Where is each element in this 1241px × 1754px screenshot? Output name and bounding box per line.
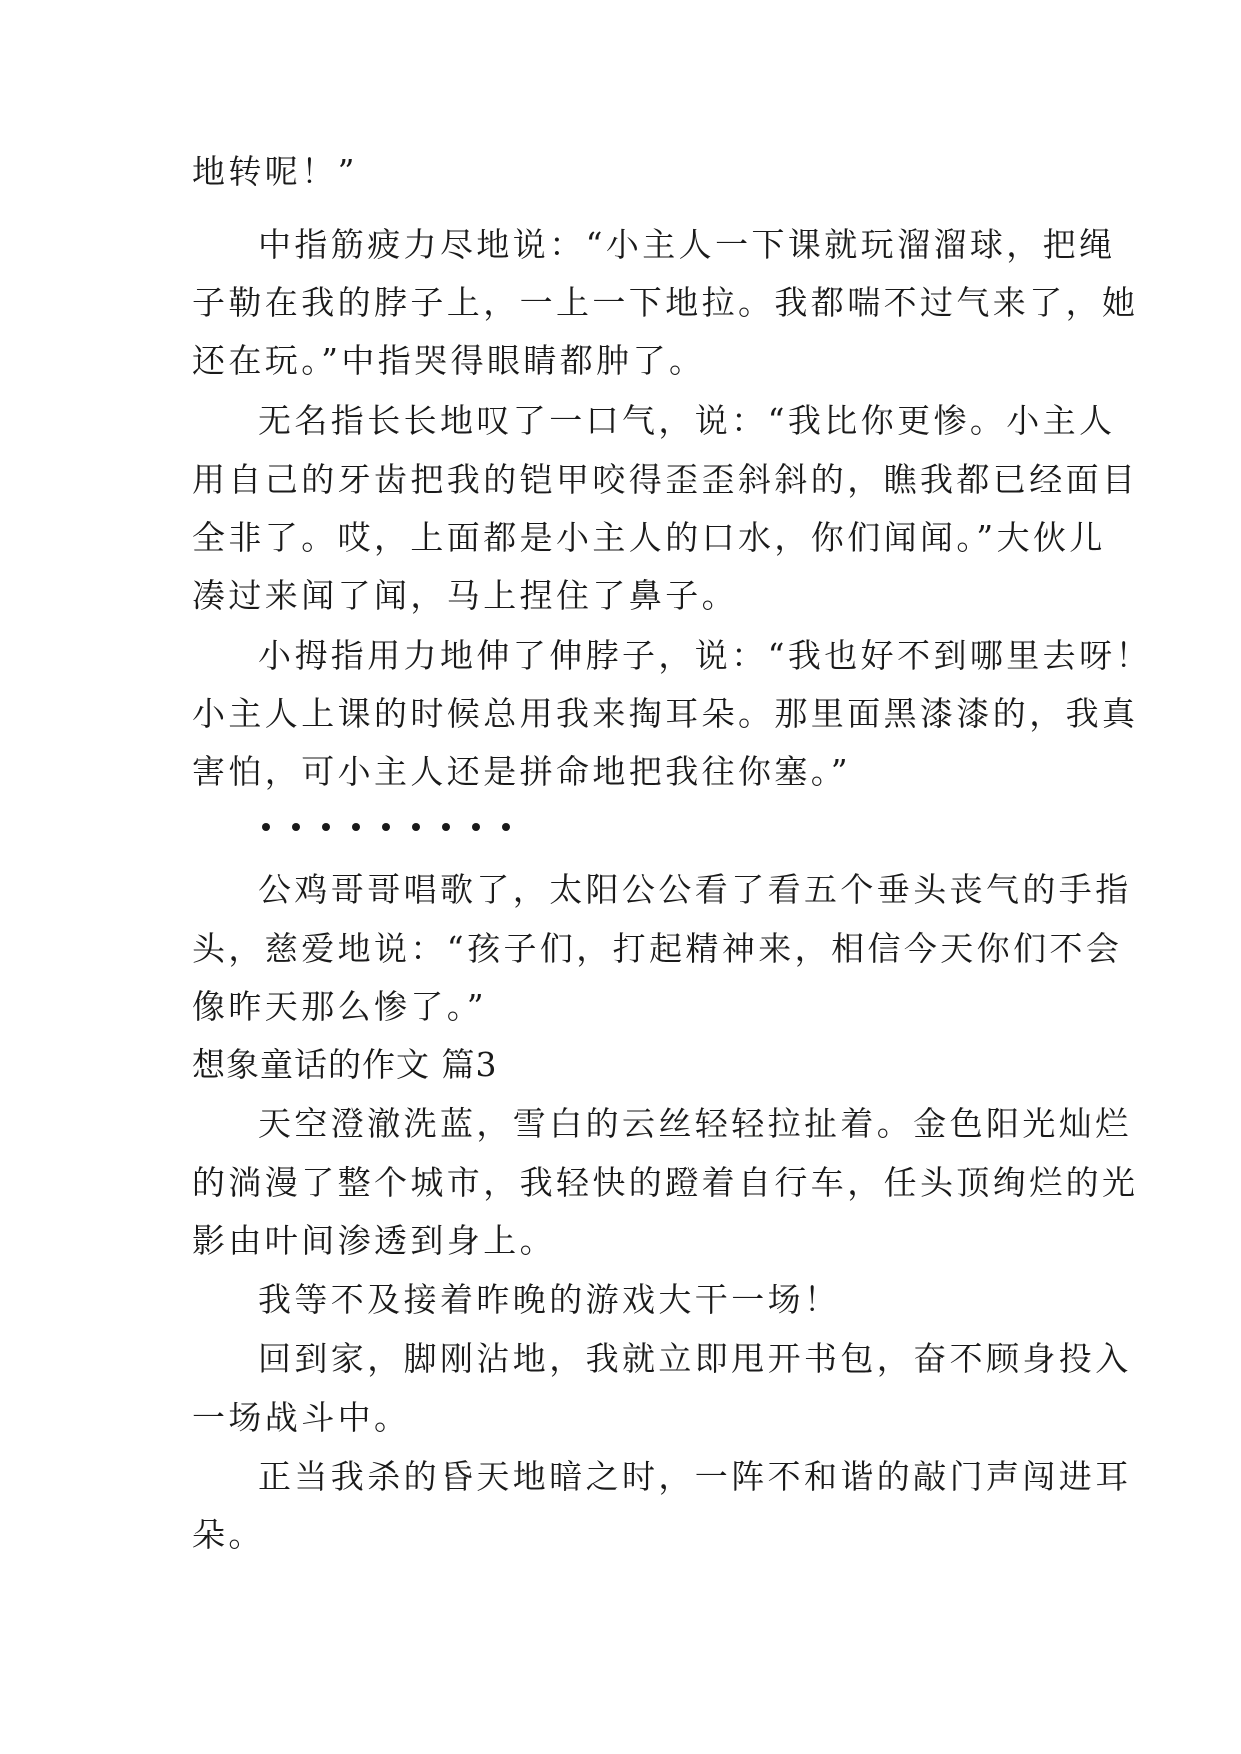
text-line: 一场战斗中。 bbox=[192, 1398, 411, 1437]
text-line: 用自己的牙齿把我的铠甲咬得歪歪斜斜的，瞧我都已经面目 bbox=[192, 460, 1139, 499]
dot-icon bbox=[322, 823, 330, 831]
text-line: 小主人上课的时候总用我来掏耳朵。那里面黑漆漆的，我真 bbox=[192, 694, 1139, 733]
paragraph-line: 我等不及接着昨晚的游戏大干一场！ bbox=[258, 1280, 841, 1319]
text-line: 凑过来闻了闻，马上捏住了鼻子。 bbox=[192, 576, 738, 615]
paragraph-line: 公鸡哥哥唱歌了，太阳公公看了看五个垂头丧气的手指 bbox=[258, 870, 1132, 909]
dot-icon bbox=[352, 823, 360, 831]
paragraph-line: 回到家，脚刚沾地，我就立即甩开书包，奋不顾身投入 bbox=[258, 1339, 1132, 1378]
paragraph-line: 小拇指用力地伸了伸脖子，说：“我也好不到哪里去呀！ bbox=[258, 636, 1152, 675]
text-line: 影由叶间渗透到身上。 bbox=[192, 1221, 556, 1260]
text-line: 像昨天那么惨了。” bbox=[192, 987, 487, 1026]
text-line: 地转呢！” bbox=[192, 152, 358, 191]
text-line: 头，慈爱地说：“孩子们，打起精神来，相信今天你们不会 bbox=[192, 929, 1123, 968]
text-line: 还在玩。”中指哭得眼睛都肿了。 bbox=[192, 341, 706, 380]
ellipsis-separator bbox=[262, 815, 522, 839]
dot-icon bbox=[472, 823, 480, 831]
dot-icon bbox=[442, 823, 450, 831]
section-heading: 想象童话的作文 篇3 bbox=[192, 1045, 498, 1084]
dot-icon bbox=[502, 823, 510, 831]
text-line: 朵。 bbox=[192, 1515, 265, 1554]
text-line: 全非了。哎，上面都是小主人的口水，你们闻闻。”大伙儿 bbox=[192, 518, 1106, 557]
text-line: 害怕，可小主人还是拼命地把我往你塞。” bbox=[192, 752, 851, 791]
paragraph-line: 中指筋疲力尽地说：“小主人一下课就玩溜溜球，把绳 bbox=[258, 225, 1116, 264]
dot-icon bbox=[412, 823, 420, 831]
text-line: 的淌漫了整个城市，我轻快的蹬着自行车，任头顶绚烂的光 bbox=[192, 1163, 1139, 1202]
paragraph-line: 正当我杀的昏天地暗之时，一阵不和谐的敲门声闯进耳 bbox=[258, 1457, 1132, 1496]
dot-icon bbox=[292, 823, 300, 831]
dot-icon bbox=[382, 823, 390, 831]
dot-icon bbox=[262, 823, 270, 831]
paragraph-line: 天空澄澈洗蓝，雪白的云丝轻轻拉扯着。金色阳光灿烂 bbox=[258, 1104, 1132, 1143]
text-line: 子勒在我的脖子上，一上一下地拉。我都喘不过气来了，她 bbox=[192, 283, 1139, 322]
paragraph-line: 无名指长长地叹了一口气，说：“我比你更惨。小主人 bbox=[258, 401, 1116, 440]
